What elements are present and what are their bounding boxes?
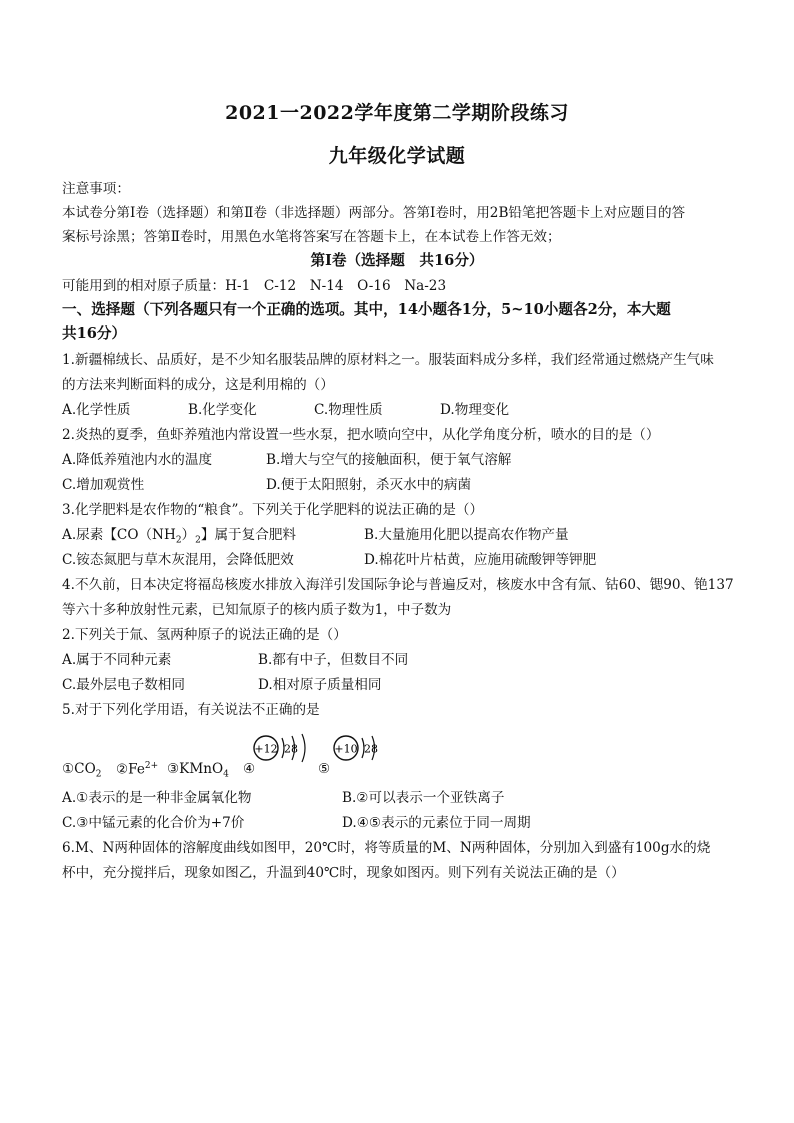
q2-option-a: A.降低养殖池内水的温度 xyxy=(62,452,213,468)
q5-symbol-2: $②Fe^{2+}$ xyxy=(116,761,159,778)
q5-stem: 5.对于下列化学用语，有关说法不正确的是 xyxy=(62,702,320,718)
q4-stem-3: 2.下列关于氚、氢两种原子的说法正确的是（） xyxy=(62,627,347,643)
q4-option-b: B.都有中子，但数目不同 xyxy=(258,652,409,668)
atomic-masses: 可能用到的相对原子质量：H-1 C-12 N-14 O-16 Na-23 xyxy=(62,278,447,294)
q2-option-c: C.增加观赏性 xyxy=(62,477,145,493)
exam-title: 2021一2022学年度第二学期阶段练习 xyxy=(225,102,569,124)
electron-counts: 28 xyxy=(284,742,298,756)
notice-heading: 注意事项： xyxy=(62,181,130,197)
q4-option-c: C.最外层电子数相同 xyxy=(62,677,185,693)
atom-structure-diagram-ne xyxy=(330,730,386,770)
q2-option-d: D.便于太阳照射，杀灭水中的病菌 xyxy=(266,477,472,493)
q6-stem-2: 杯中，充分搅拌后，现象如图乙，升温到40℃时，现象如图丙。则下列有关说法正确的是（） xyxy=(62,865,625,881)
notice-line-1: 本试卷分第Ⅰ卷（选择题）和第Ⅱ卷（非选择题）两部分。答第Ⅰ卷时，用2B铅笔把答题卡上对应题目的答 xyxy=(62,205,686,221)
q2-stem: 2.炎热的夏季，鱼虾养殖池内常设置一些水泵，把水喷向空中，从化学角度分析，喷水的目的是（） xyxy=(62,427,660,443)
electron-counts: 28 xyxy=(364,742,378,756)
electron-shell-arc xyxy=(302,734,305,762)
instruction-line-2: 共16分） xyxy=(62,325,127,342)
q4-stem-2: 等六十多种放射性元素，已知氚原子的核内质子数为1，中子数为 xyxy=(62,602,452,618)
q1-option-b: B.化学变化 xyxy=(188,402,257,418)
q5-option-a: A.①表示的是一种非金属氧化物 xyxy=(62,790,252,806)
notice-line-2: 案标号涂黑；答第Ⅱ卷时，用黑色水笔将答案写在答题卡上，在本试卷上作答无效； xyxy=(62,229,561,245)
q5-option-b: B.②可以表示一个亚铁离子 xyxy=(342,790,505,806)
section-title: 第Ⅰ卷（选择题 共16分） xyxy=(310,252,484,269)
q2-option-b: B.增大与空气的接触面积，便于氧气溶解 xyxy=(266,452,512,468)
q6-stem-1: 6.M、N两种固体的溶解度曲线如图甲，20℃时，将等质量的M、N两种固体，分别加入到盛有100g水的烧 xyxy=(62,840,711,856)
q5-symbol-5: ⑤ xyxy=(318,761,331,777)
q1-option-a: A.化学性质 xyxy=(62,402,131,418)
q4-option-d: D.相对原子质量相同 xyxy=(258,677,382,693)
q3-option-c: C.铵态氮肥与草木灰混用，会降低肥效 xyxy=(62,552,294,568)
q1-option-c: C.物理性质 xyxy=(314,402,383,418)
q5-symbol-4: ④ xyxy=(243,761,256,777)
q1-option-d: D.物理变化 xyxy=(440,402,510,418)
q3-stem: 3.化学肥料是农作物的“粮食”。下列关于化学肥料的说法正确的是（） xyxy=(62,502,484,518)
q1-stem-2: 的方法来判断面料的成分，这是利用棉的（） xyxy=(62,377,334,393)
q5-symbol-3: ③KMnO$_4$ xyxy=(167,761,229,780)
q3-option-d: D.棉花叶片枯黄，应施用硫酸钾等钾肥 xyxy=(364,552,597,568)
q3-option-b: B.大量施用化肥以提高农作物产量 xyxy=(364,527,569,543)
q4-option-a: A.属于不同种元素 xyxy=(62,652,172,668)
nucleus-charge: +10 xyxy=(334,742,358,756)
q5-option-c: C.③中锰元素的化合价为+7价 xyxy=(62,815,245,831)
nucleus-charge: +12 xyxy=(254,742,278,756)
instruction-line-1: 一、选择题（下列各题只有一个正确的选项。其中，14小题各1分，5~10小题各2分，本大题 xyxy=(62,301,671,318)
atom-structure-diagram-mg xyxy=(248,730,308,770)
exam-subtitle: 九年级化学试题 xyxy=(328,145,466,167)
q5-symbol-1: $①CO_2$ xyxy=(62,761,102,780)
q5-option-d: D.④⑤表示的元素位于同一周期 xyxy=(342,815,531,831)
q3-option-a: A.尿素【$CO(NH_2)_2$】属于复合肥料 xyxy=(62,527,297,546)
q1-stem-1: 1.新疆棉绒长、品质好，是不少知名服装品牌的原材料之一。服装面料成分多样，我们经常通过燃烧产生气味 xyxy=(62,352,714,368)
q4-stem-1: 4.不久前，日本决定将福岛核废水排放入海洋引发国际争论与普遍反对，核废水中含有氚、钴60、锶90、铯137 xyxy=(62,577,734,593)
